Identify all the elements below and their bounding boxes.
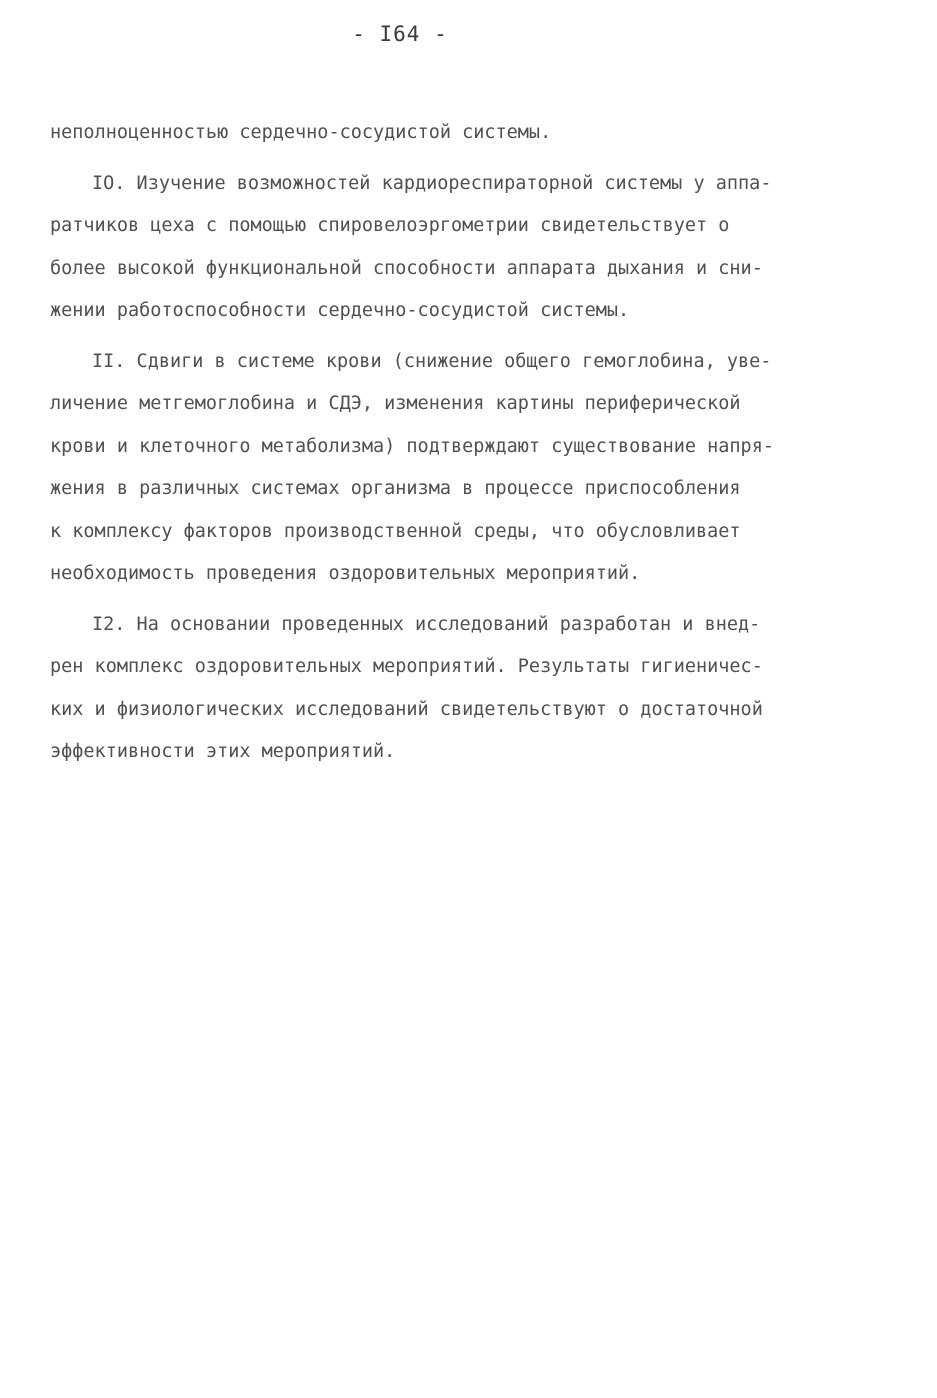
text-line: неполноценностью сердечно-сосудистой системы.: [50, 122, 552, 143]
text-line: личение метгемоглобина и СДЭ, изменения картины периферической: [50, 393, 741, 414]
text-line: крови и клеточного метаболизма) подтверждают существование напря-: [50, 435, 774, 457]
text-line: рен комплекс оздоровительных мероприятий. Результаты гигиеничес-: [50, 656, 763, 677]
text-line: I2. На основании проведенных исследований разработан и внед-: [92, 613, 761, 635]
text-line: ратчиков цеха с помощью спировелоэргометрии свидетельствует о: [50, 215, 730, 236]
text-line: более высокой функциональной способности аппарата дыхания и сни-: [50, 257, 763, 279]
text-line: жения в различных системах организма в процессе приспособления: [50, 478, 741, 499]
page-number: - I64 -: [352, 22, 448, 46]
paragraph-item-11: [50, 341, 890, 596]
text-line: II. Сдвиги в системе крови (снижение общего гемоглобина, уве-: [92, 350, 772, 372]
body-text: [50, 112, 890, 774]
text-line: жении работоспособности сердечно-сосудистой системы.: [50, 300, 630, 321]
text-line: к комплексу факторов производственной среды, что обусловливает: [50, 520, 741, 542]
paragraph-item-12: [50, 604, 890, 774]
paragraph-continuation: [50, 112, 890, 155]
text-line: ких и физиологических исследований свидетельствуют о достаточной: [50, 698, 763, 720]
paragraph-item-10: [50, 163, 890, 333]
text-line: IO. Изучение возможностей кардиореспираторной системы у аппа-: [92, 172, 772, 194]
text-line: необходимость проведения оздоровительных мероприятий.: [50, 563, 641, 584]
text-line: эффективности этих мероприятий.: [50, 741, 396, 762]
